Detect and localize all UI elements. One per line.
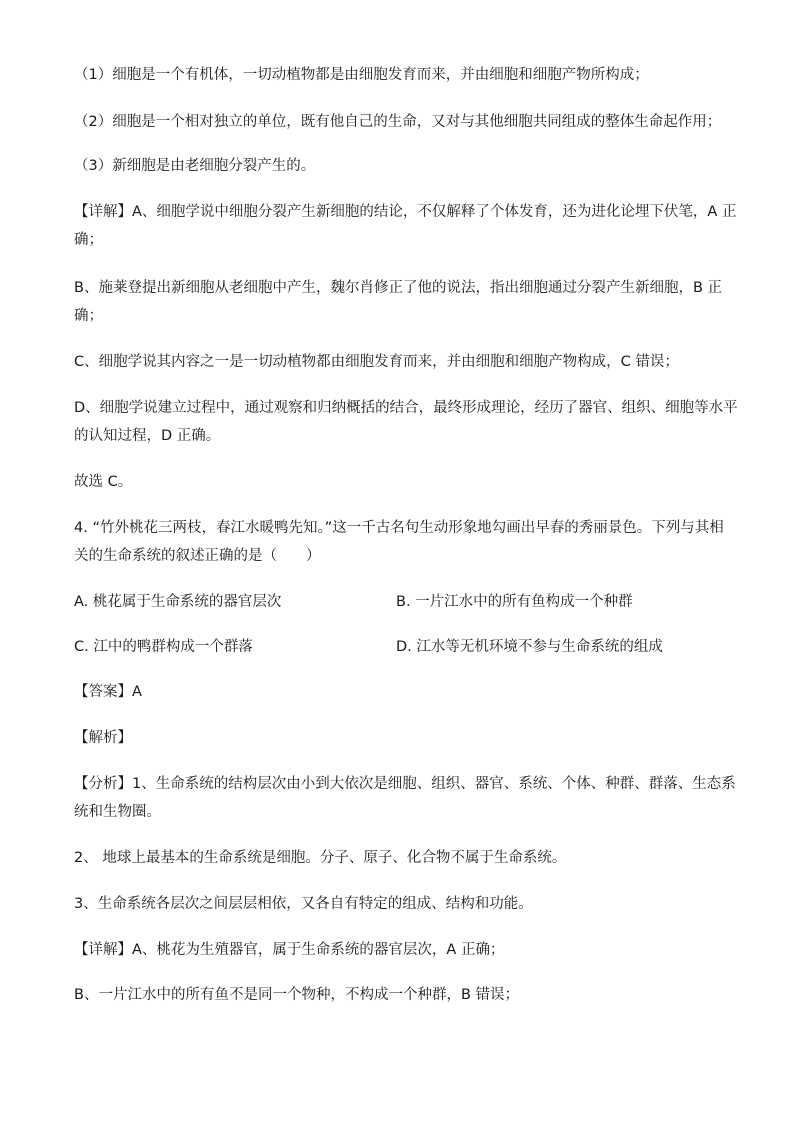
question-stem: 4. “竹外桃花三两枝，春江水暖鸭先知。”这一千古名句生动形象地勾画出早春的秀丽景色。下列与其相 bbox=[74, 520, 724, 536]
analysis-heading: 【解析】 bbox=[74, 730, 132, 746]
question-stem: 关的生命系统的叙述正确的是（ ） bbox=[74, 548, 321, 564]
text-line: 确； bbox=[74, 232, 103, 248]
text-line: 【分析】1、生命系统的结构层次由小到大依次是细胞、组织、器官、系统、个体、种群、群落、生态系 bbox=[74, 776, 736, 792]
text-line: （3）新细胞是由老细胞分裂产生的。 bbox=[74, 158, 316, 174]
option-row bbox=[396, 592, 716, 612]
text-line: 3、生命系统各层次之间层层相依，又各自有特定的组成、结构和功能。 bbox=[74, 896, 533, 912]
option-c: C. 江中的鸭群构成一个群落 bbox=[74, 639, 253, 655]
text-line: D、细胞学说建立过程中，通过观察和归纳概括的结合，最终形成理论，经历了器官、组织、细胞等水平 bbox=[74, 400, 738, 416]
option-row bbox=[396, 637, 716, 657]
text-line: 【详解】A、桃花为生殖器官，属于生命系统的器官层次，A 正确； bbox=[74, 942, 505, 958]
option-a: A. 桃花属于生命系统的器官层次 bbox=[74, 594, 282, 610]
text-line: 2、 地球上最基本的生命系统是细胞。分子、原子、化合物不属于生命系统。 bbox=[74, 850, 567, 866]
text-line: C、细胞学说其内容之一是一切动植物都由细胞发育而来，并由细胞和细胞产物构成，C 错误； bbox=[74, 354, 679, 370]
text-line: 的认知过程，D 正确。 bbox=[74, 428, 221, 444]
text-line: B、施莱登提出新细胞从老细胞中产生，魏尔肖修正了他的说法，指出细胞通过分裂产生新细胞，B 正 bbox=[74, 280, 723, 296]
text-line: 统和生物圈。 bbox=[74, 804, 161, 820]
option-d: D. 江水等无机环境不参与生命系统的组成 bbox=[396, 639, 663, 655]
text-line: （2）细胞是一个相对独立的单位，既有他自己的生命，又对与其他细胞共同组成的整体生命起作用； bbox=[74, 114, 722, 130]
option-b: B. 一片江水中的所有鱼构成一个种群 bbox=[396, 594, 633, 610]
text-line: 故选 C。 bbox=[74, 474, 133, 490]
text-line: 确； bbox=[74, 308, 103, 324]
text-line: B、一片江水中的所有鱼不是同一个物种，不构成一个种群，B 错误； bbox=[74, 987, 520, 1003]
text-line: （1）细胞是一个有机体，一切动植物都是由细胞发育而来，并由细胞和细胞产物所构成； bbox=[74, 67, 649, 83]
answer-label: 【答案】A bbox=[74, 684, 142, 700]
text-line: 【详解】A、细胞学说中细胞分裂产生新细胞的结论，不仅解释了个体发育，还为进化论埋下伏笔，A 正 bbox=[74, 204, 737, 220]
